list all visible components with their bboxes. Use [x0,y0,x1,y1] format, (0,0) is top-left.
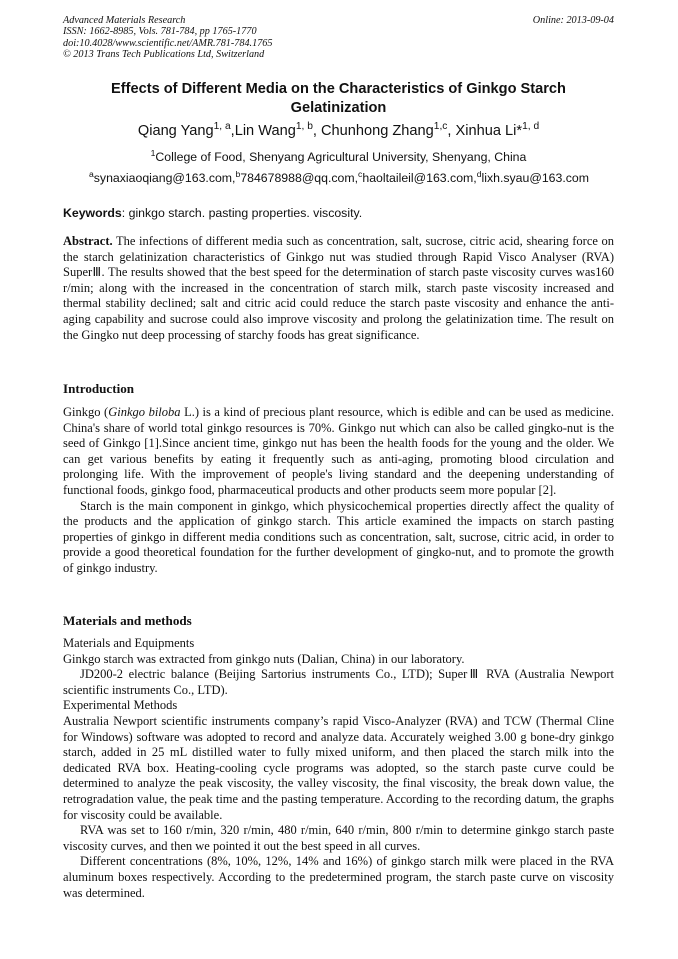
materials-subheading: Materials and Equipments [63,636,195,650]
author-list [63,121,614,141]
author-separator: , [312,123,321,139]
author-separator: , [447,123,456,139]
keywords-label: Keywords [63,206,122,220]
introduction-section [63,405,614,577]
abstract [63,234,614,343]
email-address[interactable]: lixh.syau@163.com [481,171,589,185]
journal-header [63,15,272,61]
author-emails [50,169,628,187]
journal-copyright: © 2013 Trans Tech Publications Ltd, Switzerland [63,49,265,61]
email-mark: c [358,168,363,179]
author-name: Xinhua Li [455,123,517,139]
affiliation [63,148,614,166]
corresponding-author-star: * [516,123,523,139]
email-address[interactable]: 784678988@qq.com, [240,171,359,185]
abstract-label: Abstract. [63,234,113,248]
author-affil-mark: 1, b [295,121,313,133]
species-name: Ginkgo biloba [108,405,181,419]
author-name: Lin Wang [234,123,296,139]
author-name: Qiang Yang [137,123,214,139]
author-affil-mark: 1,c [433,121,448,133]
methods-paragraph-3: Different concentrations (8%, 10%, 12%, 14% and 16%) of ginkgo starch milk were placed in the RVA aluminum boxes respectively. According to the predetermined program, the starch paste curve on viscosity was determined. [63,854,614,900]
email-address[interactable]: synaxiaoqiang@163.com, [93,171,236,185]
methods-paragraph-2: RVA was set to 160 r/min, 320 r/min, 480 r/min, 640 r/min, 800 r/min to determine ginkgo starch paste viscosity curves, and then we pointed it out the best speed in all curves. [63,823,614,853]
title-line-2: Gelatinization [290,100,387,116]
keywords-text: : ginkgo starch. pasting properties. viscosity. [121,206,363,220]
intro-paragraph-2: Starch is the main component in ginkgo, which physicochemical properties directly affect the quality of the products and the application of ginkgo starch. This article examined the impacts on starch pasting properties of ginkgo in different media conditions such as concentration, salt, sucrose, citric acid, in order to provide a good theoretical foundation for the further development of gingko-nut, and to promote the growth of ginkgo industry. [63,498,614,575]
journal-name: Advanced Materials Research [63,15,186,26]
affiliation-mark: 1 [150,147,156,158]
email-mark: d [476,168,482,179]
intro-text: L.) is a kind of precious plant resource, which is edible and can be used as medicine. China's share of world total ginkgo resources is 70%. Ginkgo nut which can also be called gingko-nut is the seed of Ginkgo [1].Since ancient time, ginkgo nut has been the health foods for the young and the older. We can get various benefits by eating it frequently such as anti-aging, promoting blood circulation and prolonging life. With the improvement of people's living standard and the deepening understanding of functional foods, ginkgo food, pharmaceutical products and other products seem more popular [2]. [63,405,614,497]
paper-title [63,80,614,118]
author-name: Chunhong Zhang [320,123,434,139]
affiliation-text: College of Food, Shenyang Agricultural University, Shenyang, China [155,150,527,164]
keywords [63,204,614,222]
materials-paragraph-2: JD200-2 electric balance (Beijing Sartorius instruments Co., LTD); SuperⅢ RVA (Australia Newport scientific instruments Co., LTD). [63,667,614,697]
journal-issn: ISSN: 1662-8985, Vols. 781-784, pp 1765-1770 [63,26,257,38]
online-date: Online: 2013-09-04 [532,15,614,26]
materials-heading: Materials and methods [63,613,192,628]
email-mark: a [88,168,94,179]
author-separator: , [230,123,235,139]
methods-paragraph-1: Australia Newport scientific instruments company’s rapid Visco-Analyzer (RVA) and TCW (Thermal Cline for Windows) software was adopted to record and analyze data. Accurately weighed 3.00 g bone-dry ginkgo starch, added in 25 mL distilled water to fully mixed uniform, and then placed the starch milk into the dedicated RVA box. Heating-cooling cycle programs was adopted, so the starch paste curve could be determined to analyze the peak viscosity, the valley viscosity, the final viscosity, the break down value, the retrogradation value, the peak time and the pasting temperature. According to the recording datum, the graphs for viscosity could be available. [63,713,614,822]
intro-text: Ginkgo ( [63,405,109,419]
intro-paragraph-1 [63,405,614,499]
materials-paragraph-1: Ginkgo starch was extracted from ginkgo nuts (Dalian, China) in our laboratory. [63,651,465,666]
methods-subheading: Experimental Methods [63,698,178,713]
introduction-heading: Introduction [63,381,135,396]
journal-doi: doi:10.4028/www.scientific.net/AMR.781-784.1765 [63,37,273,49]
title-line-1: Effects of Different Media on the Characteristics of Ginkgo Starch [111,81,566,97]
materials-section [63,636,614,901]
author-affil-mark: 1, a [213,121,231,133]
email-mark: b [235,168,241,179]
abstract-text: The infections of different media such as concentration, salt, sucrose, citric acid, shearing force on the starch gelatinization characteristics of Ginkgo nut was studied through Rapid Visco Analyser (RVA) SuperⅢ. The results showed that the best speed for the determination of starch paste viscosity curves was160 r/min; along with the increased in the concentration of starch milk, starch paste viscosity increased and thermal stability declined; salt and citric acid could reduce the starch paste viscosity and enhance the anti-aging capability and sucrose could also improve viscosity and prolong the gelatinization time. The result on the Gingko nut deep processing of starchy foods has great significance. [63,234,614,342]
email-address[interactable]: haoltaileil@163.com, [362,171,477,185]
author-affil-mark: 1, d [522,121,540,133]
